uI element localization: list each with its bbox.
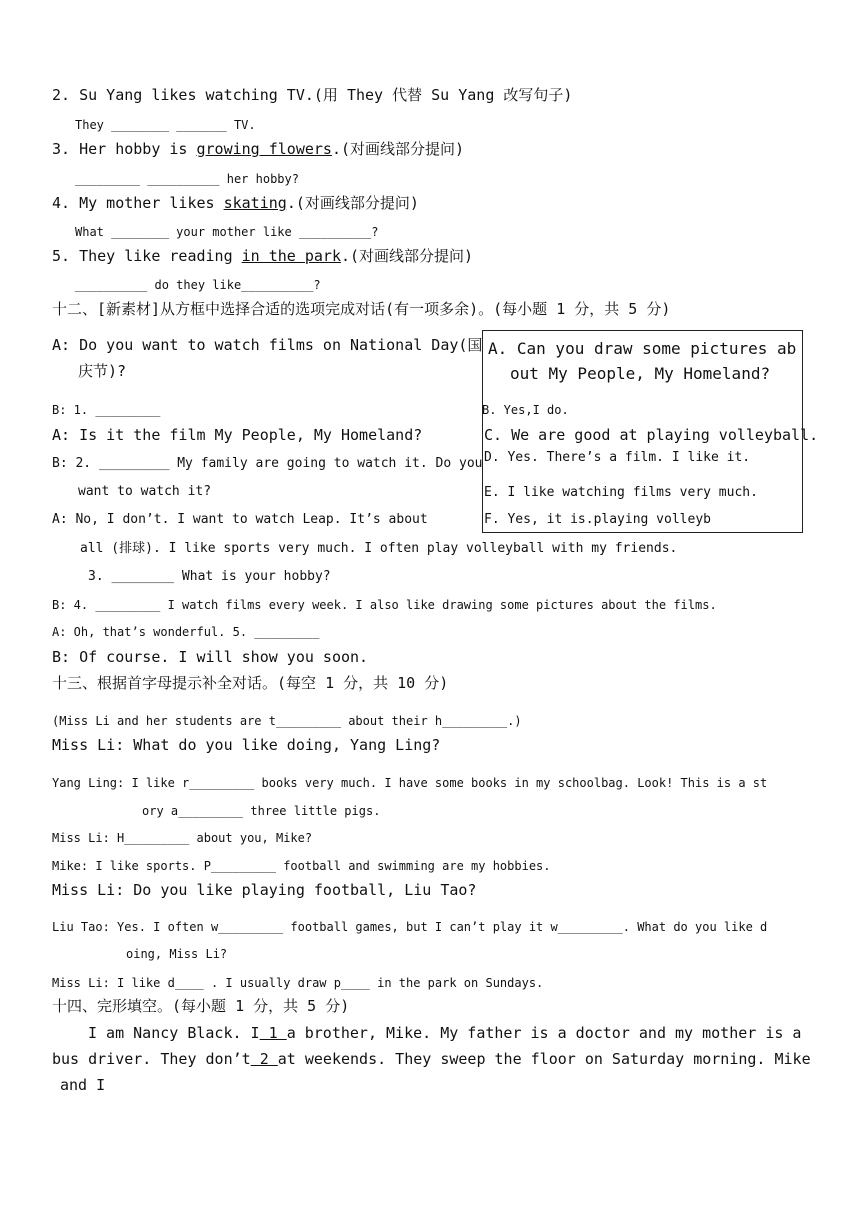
- dialog-line: Miss Li: What do you like doing, Yang Ling?: [52, 736, 441, 754]
- answer-line-2: They ________ _______ TV.: [75, 118, 256, 132]
- underlined-phrase: skating: [223, 194, 287, 212]
- option-c: C. We are good at playing volleyball.: [484, 426, 819, 444]
- dialog-line: Miss Li: H_________ about you, Mike?: [52, 831, 313, 845]
- underlined-phrase: in the park: [241, 247, 341, 265]
- option-d: D. Yes. There’s a film. I like it.: [484, 450, 751, 465]
- option-b: B. Yes,I do.: [482, 403, 569, 417]
- answer-line-3: _________ __________ her hobby?: [75, 172, 299, 186]
- passage-line-1: I am Nancy Black. I 1 a brother, Mike. My father is a doctor and my mother is a: [88, 1024, 802, 1042]
- dialog-line: Miss Li: Do you like playing football, Liu Tao?: [52, 881, 477, 899]
- dialog-line: Liu Tao: Yes. I often w_________ football games, but I can’t play it w_________. What do you like d: [52, 920, 768, 934]
- dialog-line: A: No, I don’t. I want to watch Leap. It’s about: [52, 512, 428, 527]
- dialog-line: all (排球). I like sports very much. I often play volleyball with my friends.: [80, 541, 678, 556]
- question-2: 2. Su Yang likes watching TV.(用 They 代替 Su Yang 改写句子): [52, 86, 573, 104]
- question-3: 3. Her hobby is growing flowers.(对画线部分提问): [52, 140, 465, 158]
- section-12-title: 十二、[新素材]从方框中选择合适的选项完成对话(有一项多余)。(每小题 1 分，共 5 分): [52, 300, 671, 318]
- option-f: F. Yes, it is.playing volleyb: [484, 512, 711, 527]
- option-e: E. I like watching films very much.: [484, 485, 758, 500]
- underlined-phrase: growing flowers: [196, 140, 332, 158]
- dialog-line: 3. ________ What is your hobby?: [88, 569, 331, 584]
- dialog-line: ory a_________ three little pigs.: [142, 804, 381, 818]
- question-5: 5. They like reading in the park.(对画线部分提问): [52, 247, 474, 265]
- dialog-line: (Miss Li and her students are t_________ about their h_________.): [52, 714, 522, 728]
- dialog-line: want to watch it?: [78, 484, 212, 499]
- dialog-line: B: Of course. I will show you soon.: [52, 648, 369, 666]
- option-a-cont: out My People, My Homeland?: [510, 364, 771, 383]
- dialog-line: B: 1. _________: [52, 403, 161, 417]
- dialog-line: 庆节)?: [78, 362, 127, 380]
- passage-line-3: and I: [60, 1076, 106, 1094]
- answer-line-5: __________ do they like__________?: [75, 278, 321, 292]
- section-14-title: 十四、完形填空。(每小题 1 分，共 5 分): [52, 997, 350, 1015]
- dialog-line: B: 2. _________ My family are going to watch it. Do you: [52, 456, 483, 471]
- dialog-line: B: 4. _________ I watch films every week. I also like drawing some pictures about the films.: [52, 598, 717, 612]
- dialog-line: Yang Ling: I like r_________ books very much. I have some books in my schoolbag. Look! This is a st: [52, 776, 768, 790]
- blank-2: 2: [250, 1050, 278, 1068]
- question-4: 4. My mother likes skating.(对画线部分提问): [52, 194, 419, 212]
- section-13-title: 十三、根据首字母提示补全对话。(每空 1 分，共 10 分): [52, 674, 449, 692]
- dialog-line: oing, Miss Li?: [126, 947, 228, 961]
- dialog-line: A: Is it the film My People, My Homeland?: [52, 426, 423, 444]
- dialog-line: Miss Li: I like d____ . I usually draw p____ in the park on Sundays.: [52, 976, 544, 990]
- blank-1: 1: [259, 1024, 287, 1042]
- dialog-line: A: Do you want to watch films on National Day(国: [52, 336, 483, 354]
- option-a: A. Can you draw some pictures ab: [488, 339, 797, 358]
- dialog-line: A: Oh, that’s wonderful. 5. _________: [52, 625, 320, 639]
- dialog-line: Mike: I like sports. P_________ football and swimming are my hobbies.: [52, 859, 551, 873]
- passage-line-2: bus driver. They don’t 2 at weekends. They sweep the floor on Saturday morning. Mike: [52, 1050, 811, 1068]
- answer-line-4: What ________ your mother like __________?: [75, 225, 379, 239]
